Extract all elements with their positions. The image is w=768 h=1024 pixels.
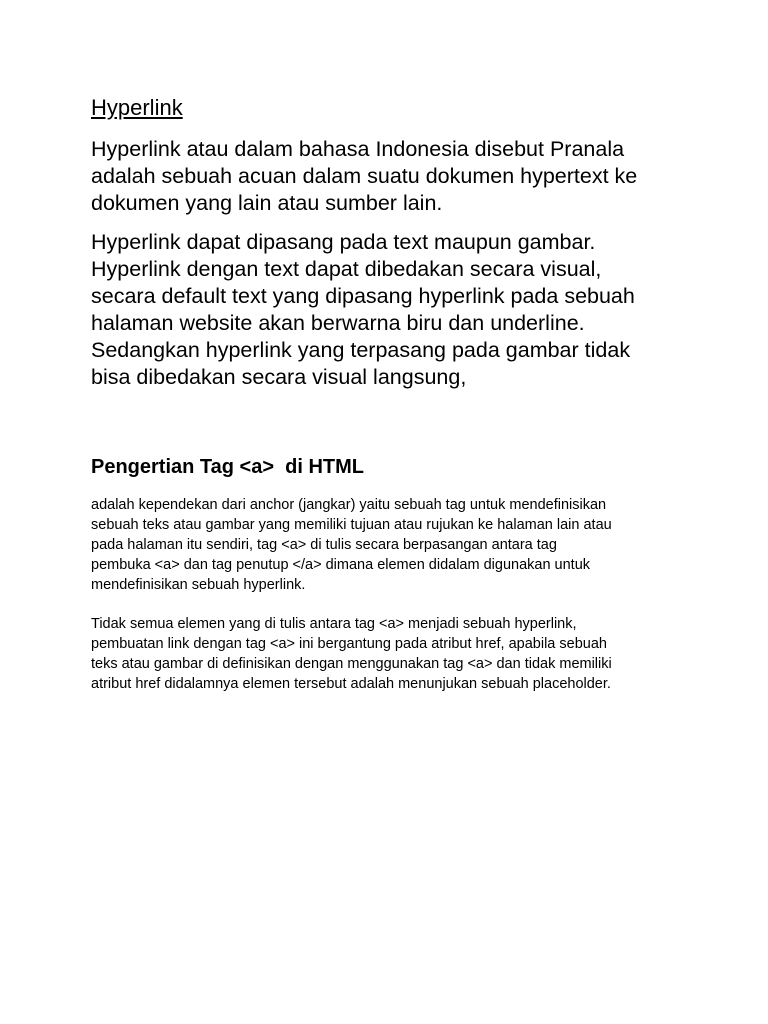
document-page: [91, 94, 691, 713]
page-title: Hyperlink: [91, 95, 183, 120]
section-paragraph-2: Tidak semua elemen yang di tulis antara tag <a> menjadi sebuah hyperlink, pembuatan link dengan tag <a> ini bergantung pada atribut href, apabila sebuah teks atau gambar di definisikan dengan menggunakan tag <a> dan tidak memiliki atribut href didalamnya elemen tersebut adalah menunjukan sebuah placeholder.: [91, 616, 612, 692]
section-heading: Pengertian Tag <a> di HTML: [91, 456, 365, 478]
intro-paragraph-1: Hyperlink atau dalam bahasa Indonesia disebut Pranala adalah sebuah acuan dalam suatu dokumen hypertext ke dokumen yang lain atau sumber lain.: [91, 137, 638, 215]
intro-paragraph-2: Hyperlink dapat dipasang pada text maupun gambar. Hyperlink dengan text dapat dibedakan secara visual, secara default text yang dipasang hyperlink pada sebuah halaman website akan berwarna biru dan underline. Sedangkan hyperlink yang terpasang pada gambar tidak bisa dibedakan secara visual langsung,: [91, 230, 635, 389]
section-paragraph-1: adalah kependekan dari anchor (jangkar) yaitu sebuah tag untuk mendefinisikan sebuah teks atau gambar yang memiliki tujuan atau rujukan ke halaman lain atau pada halaman itu sendiri, tag <a> di tulis secara berpasangan antara tag pembuka <a> dan tag penutup </a> dimana elemen didalam digunakan untuk mendefinisikan sebuah hyperlink.: [91, 497, 612, 593]
